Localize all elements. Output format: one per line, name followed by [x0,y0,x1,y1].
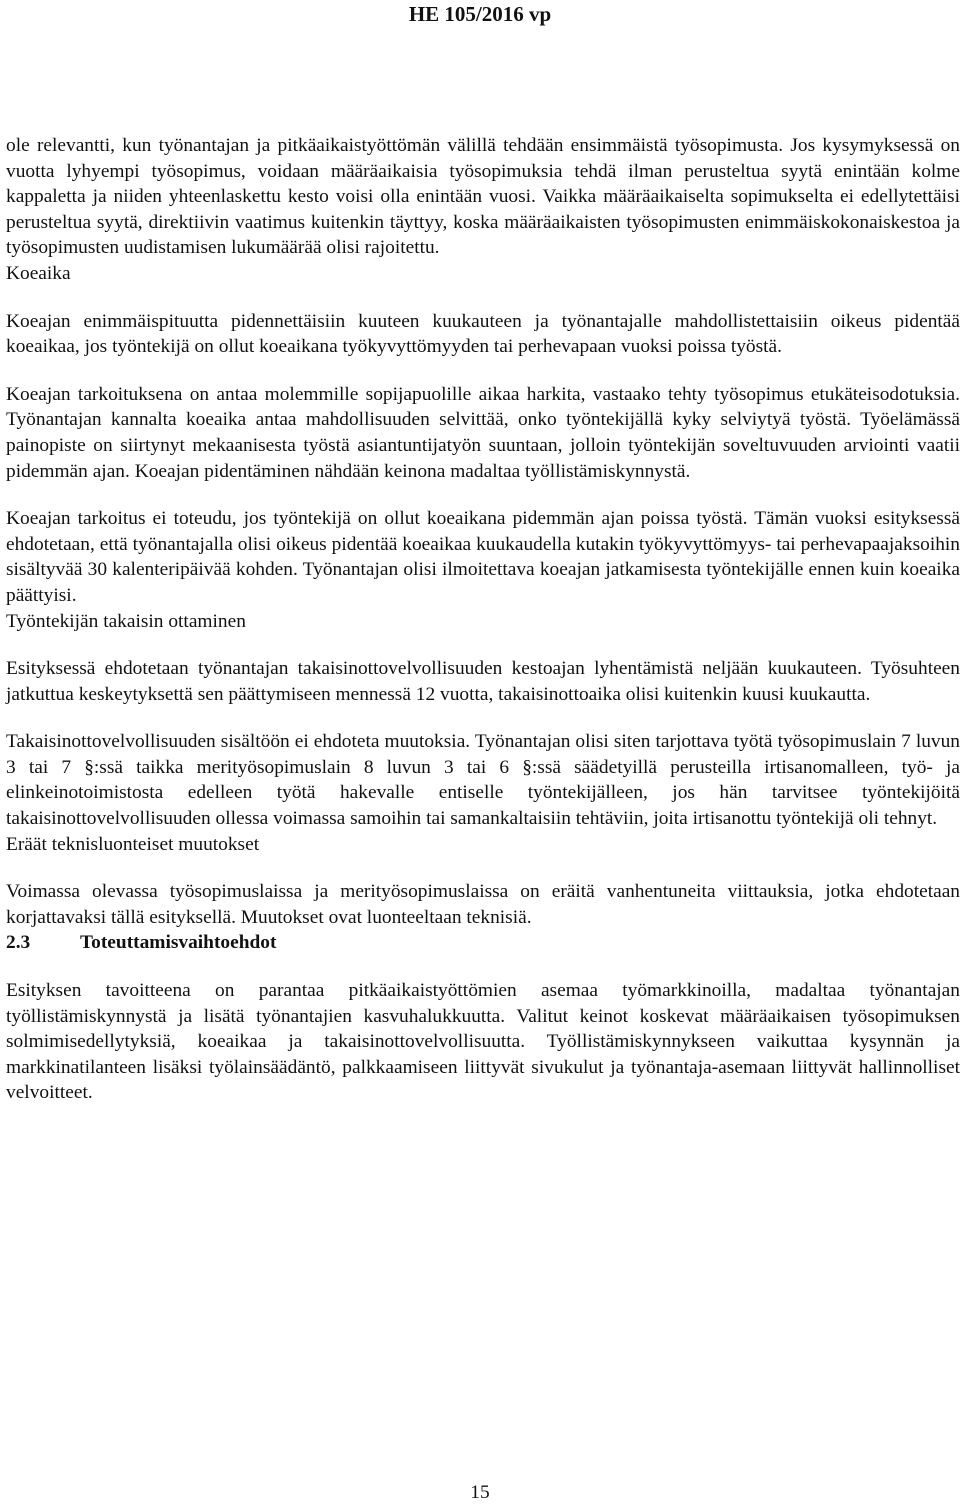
paragraph-rehiring-duration: Esityksessä ehdotetaan työnantajan takaisinottovelvollisuuden kestoajan lyhentämistä neljään kuukauteen. Työsuhteen jatkuttua keskeytyksettä sen päättymiseen mennessä 12 vuotta, takaisinottoaika olisi kuitenkin kuusi kuukautta. [6,658,960,705]
subheading-koeaika: Koeaika [6,262,71,284]
page-number: 15 [470,1482,490,1503]
subheading-rehiring: Työntekijän takaisin ottaminen [6,610,246,632]
paragraph-trial-period-purpose: Koeajan tarkoituksena on antaa molemmille sopijapuolille aikaa harkita, vastaako tehty työsopimus etukäteisodotuksia. Työnantajan kannalta koeaika antaa mahdollisuuden selvittää, onko työntekijällä kyky selviytyä työstä. Työelämässä painopiste on siirtynyt mekaanisesta työstä asiantuntijatyön suuntaan, jolloin työntekijän soveltuvuuden arviointi vaatii pidemmän ajan. Koeajan pidentäminen nähdään keinona madaltaa työllistämiskynnystä. [6,383,960,482]
subheading-technical-changes: Eräät teknisluonteiset muutokset [6,833,260,855]
document-header: HE 105/2016 vp [408,2,552,26]
section-title: Toteuttamisvaihtoehdot [80,932,277,954]
paragraph-implementation-options: Esityksen tavoitteena on parantaa pitkäaikaistyöttömien asemaa työmarkkinoilla, madaltaa työnantajan työllistämiskynnystä ja lisätä työnantajien kasvuhalukkuutta. Valitut keinot koskevat määräaikaisen työsopimuksen solmimisedellytyksiä, koeaikaa ja takaisinottovelvollisuutta. Työllistämiskynnykseen vaikuttaa kysynnän ja markkinatilanteen lisäksi työlainsäädäntö, palkkaamiseen liittyvät sivukulut ja työnantaja-asemaan liittyvät hallinnolliset velvoitteet. [6,980,960,1104]
section-number: 2.3 [6,932,31,954]
paragraph-trial-period-absence: Koeajan tarkoitus ei toteudu, jos työntekijä on ollut koeaikana pidemmän ajan poissa työstä. Tämän vuoksi esityksessä ehdotetaan, että työnantajalla olisi oikeus pidentää koeaikaa kuukaudella kutakin työkyvyttömyys- tai perhevapaajaksoihin sisältyvää 30 kalenteripäivää kohden. Työnantajan olisi ilmoitettava koeajan jatkamisesta työntekijälle ennen kuin koeaika päättyisi. [6,508,960,606]
paragraph-technical-changes: Voimassa olevassa työsopimuslaissa ja merityösopimuslaissa on eräitä vanhentuneita viittauksia, jotka ehdotetaan korjattavaksi tällä esityksellä. Muutokset ovat luonteeltaan teknisiä. [6,881,960,928]
section-heading [6,930,960,956]
document-body [6,133,960,1106]
paragraph-fixed-term-contracts: ole relevantti, kun työnantajan ja pitkäaikaistyöttömän välillä tehdään ensimmäistä työsopimusta. Jos kysymyksessä on vuotta lyhyempi työsopimus, voidaan määräaikaisia työsopimuksia tehdä ilman perusteltua syytä enintään kolme kappaletta ja niiden yhteenlaskettu kesto voisi olla enintään vuosi. Vaikka määräaikaiselta sopimukselta ei edellytettäisi perusteltua syytä, direktiivin vaatimus kuitenkin täyttyy, koska määräaikaisten työsopimusten enimmäiskokonaiskestoa ja työsopimusten uudistamisen lukumäärää olisi rajoitettu. [6,135,960,259]
paragraph-rehiring-content: Takaisinottovelvollisuuden sisältöön ei ehdoteta muutoksia. Työnantajan olisi siten tarjottava työtä työsopimuslain 7 luvun 3 tai 7 §:ssä taikka merityösopimuslain 8 luvun 3 tai 6 §:ssä säädetyillä perusteilla irtisanomalleen, työ- ja elinkeinotoimistosta edelleen työtä hakevalle entiselle työntekijälleen, jos hän tarvitsee työntekijöitä takaisinottovelvollisuuden ollessa voimassa samoihin tai samankaltaisiin tehtäviin, joita irtisanottu työntekijä oli tehnyt. [6,731,960,830]
paragraph-trial-period-extension: Koeajan enimmäispituutta pidennettäisiin kuuteen kuukauteen ja työnantajalle mahdollistettaisiin oikeus pidentää koeaikaa, jos työntekijä on ollut koeaikana työkyvyttömyyden tai perhevapaan vuoksi poissa työstä. [6,310,960,358]
